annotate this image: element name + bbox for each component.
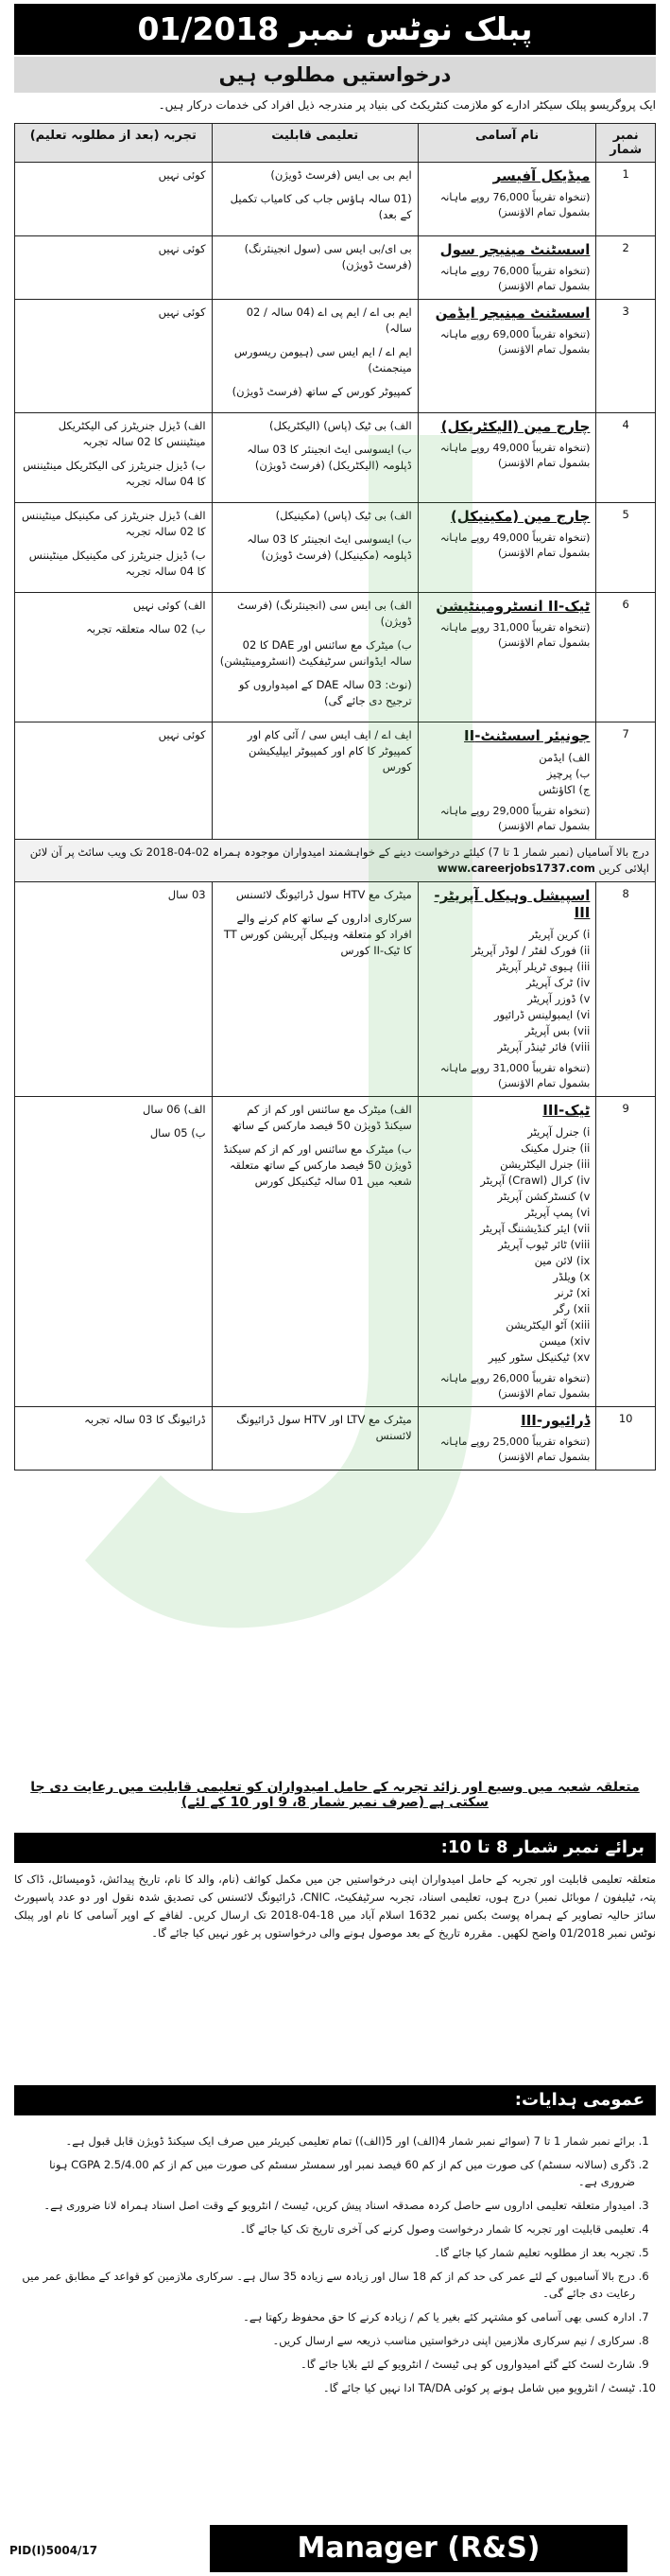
post-sub-item: xi) ٹرنر bbox=[555, 1286, 591, 1299]
table-row bbox=[15, 503, 656, 593]
post-sub-item: iv) ٹرک آپریٹر bbox=[525, 976, 591, 989]
post-pay: (تنخواہ تقریباً 29,000 روپے ماہانہ بشمول تمام الاؤنسز) bbox=[439, 805, 591, 832]
section-8-10-text: متعلقہ تعلیمی قابلیت اور تجربہ کے حامل امیدواران اپنی درخواستیں جن میں مکمل کوائف (نام، والد کا نام، تاریخ پیدائش، ڈومیسائل، ڈاک کا پتہ، ٹیلیفون / موبائل نمبر) درج ہوں، تعلیمی اسناد، تجربہ سرٹیفکیٹ، CNIC، ڈرائیونگ لائسنس کی تصدیق شدہ نقول اور دو عدد پاسپورٹ سائز حالیہ تصاویر کے ہمراہ پوسٹ بکس نمبر 1632 اسلام آباد میں 18-04-2018 تک ارسال کریں۔ لفافے کے اوپر آسامی کا نام اور پبلک نوٹس نمبر 01/2018 واضح لکھیں۔ مقررہ تاریخ کے بعد موصول ہونے والی درخواستوں پر غور نہیں کیا جائے گا۔ bbox=[14, 1872, 656, 1940]
experience-line: الف) ڈیزل جنریٹرز کی مکینیکل مینٹیننس کا 02 سالہ تجربہ bbox=[22, 509, 206, 538]
experience-line: کوئی نہیں bbox=[158, 168, 206, 182]
manager-signature-banner: Manager (R&S) bbox=[210, 2525, 627, 2572]
post-pay: (تنخواہ تقریباً 49,000 روپے ماہانہ بشمول تمام الاؤنسز) bbox=[439, 531, 591, 559]
experience-line: کوئی نہیں bbox=[158, 728, 206, 741]
post-pay: (تنخواہ تقریباً 26,000 روپے ماہانہ بشمول تمام الاؤنسز) bbox=[439, 1372, 591, 1400]
post-pay: (تنخواہ تقریباً 69,000 روپے ماہانہ بشمول تمام الاؤنسز) bbox=[439, 328, 591, 356]
post-pay: (تنخواہ تقریباً 76,000 روپے ماہانہ بشمول تمام الاؤنسز) bbox=[439, 191, 591, 218]
row-qualification bbox=[212, 236, 418, 300]
post-sub-item: i) جنرل آپریٹر bbox=[527, 1125, 591, 1139]
post-sub-list bbox=[424, 927, 591, 1055]
instruction-item: 8. سرکاری / نیم سرکاری ملازمین اپنی درخواستیں مناسب ذریعہ سے ارسال کریں۔ bbox=[14, 2332, 635, 2349]
table-row bbox=[15, 882, 656, 1097]
experience-line: الف) کوئی نہیں bbox=[132, 599, 206, 612]
qualification-line: ب) ایسوسی ایٹ انجینئر کا 03 سالہ ڈپلومہ (الیکٹریکل) (فرسٹ ڈویژن) bbox=[247, 443, 412, 472]
row-serial: 1 bbox=[596, 163, 656, 236]
instruction-item: 2. ڈگری (سالانہ سسٹم) کی صورت میں کم از کم 60 فیصد نمبر اور سمسٹر سسٹم کی صورت میں کم از کم CGPA 2.5/4.00 ہونا ضروری ہے۔ bbox=[14, 2156, 635, 2190]
qualification-line: ایم بی بی ایس (فرسٹ ڈویژن) bbox=[270, 168, 412, 182]
row-serial: 4 bbox=[596, 413, 656, 503]
qualification-line: الف) میٹرک مع سائنس اور کم از کم سیکنڈ ڈویژن 50 فیصد مارکس کے ساتھ bbox=[232, 1103, 412, 1132]
post-title: چارج مین (مکینیکل) bbox=[450, 508, 591, 525]
table-row bbox=[15, 413, 656, 503]
post-sub-item: x) ویلڈر bbox=[553, 1270, 591, 1283]
row-experience bbox=[15, 163, 213, 236]
qualification-line: میٹرک مع HTV سول ڈرائیونگ لائسنس bbox=[235, 888, 412, 901]
qualification-line: ب) میٹرک مع سائنس اور کم از کم سیکنڈ ڈویژن 50 فیصد مارکس کے ساتھ متعلقہ شعبہ میں 01 سالہ ٹیکنیکل کورس bbox=[223, 1142, 412, 1188]
online-apply-note bbox=[15, 840, 656, 882]
row-post bbox=[418, 300, 596, 413]
post-sub-item: ب) پرچیز bbox=[546, 767, 591, 780]
jobs-table bbox=[14, 123, 656, 1471]
post-sub-item: i) کرین آپریٹر bbox=[528, 928, 591, 941]
post-title: اسسٹنٹ مینیجر ایڈمن bbox=[435, 305, 591, 322]
experience-line: 03 سال bbox=[167, 888, 206, 901]
experience-line: کوئی نہیں bbox=[158, 305, 206, 319]
post-sub-list bbox=[424, 1124, 591, 1366]
header-qualification: تعلیمی قابلیت bbox=[212, 124, 418, 163]
row-experience bbox=[15, 413, 213, 503]
pid-number: PID(I)5004/17 bbox=[9, 2544, 98, 2557]
qualification-line: ایم اے / ایم ایس سی (ہیومن ریسورس مینجمنٹ) bbox=[233, 345, 412, 374]
post-sub-item: iii) ہیوی ٹریلر آپریٹر bbox=[496, 960, 591, 973]
qualification-line: (نوٹ: 03 سالہ DAE کے امیدواروں کو ترجیح دی جائے گی) bbox=[238, 678, 412, 707]
table-row bbox=[15, 163, 656, 236]
row-post bbox=[418, 593, 596, 722]
post-pay: (تنخواہ تقریباً 25,000 روپے ماہانہ بشمول تمام الاؤنسز) bbox=[439, 1436, 591, 1463]
post-pay: (تنخواہ تقریباً 31,000 روپے ماہانہ بشمول تمام الاؤنسز) bbox=[439, 621, 591, 649]
post-sub-item: v) کنسٹرکشن آپریٹر bbox=[497, 1190, 591, 1203]
notice-subtitle: درخواستیں مطلوب ہیں bbox=[14, 57, 656, 93]
row-post bbox=[418, 882, 596, 1097]
experience-line: الف) 06 سال bbox=[143, 1103, 206, 1116]
qualification-line: بی ای/بی ایس سی (سول انجینئرنگ) (فرسٹ ڈویژن) bbox=[244, 242, 412, 271]
notice-title-banner: پبلک نوٹس نمبر 01/2018 bbox=[14, 4, 656, 55]
instruction-item: 10. ٹیسٹ / انٹرویو میں شامل ہونے پر کوئی TA/DA ادا نہیں کیا جائے گا۔ bbox=[14, 2379, 635, 2396]
section-8-10-heading: برائے نمبر شمار 8 تا 10: bbox=[14, 1833, 656, 1863]
qualification-line: (01 سالہ ہاؤس جاب کی کامیاب تکمیل کے بعد) bbox=[230, 192, 412, 221]
instruction-item: 1. برائے نمبر شمار 1 تا 7 (سوائے نمبر شمار 4(الف) اور 5(الف)) تمام تعلیمی کیریئر میں صرف ایک سیکنڈ ڈویژن قابل قبول ہے۔ bbox=[14, 2132, 635, 2150]
row-post bbox=[418, 503, 596, 593]
instruction-item: 3. امیدوار متعلقہ تعلیمی اداروں سے حاصل کردہ مصدقہ اسناد پیش کریں، ٹیسٹ / انٹرویو کے وقت اصل اسناد ہمراہ لانا ضروری ہے۔ bbox=[14, 2197, 635, 2214]
footer bbox=[0, 2523, 670, 2576]
row-post bbox=[418, 1407, 596, 1471]
post-pay: (تنخواہ تقریباً 49,000 روپے ماہانہ بشمول تمام الاؤنسز) bbox=[439, 442, 591, 469]
post-sub-item: viii) فائر ٹینڈر آپریٹر bbox=[497, 1040, 591, 1053]
post-title: ٹیک-II انسٹرومینٹیشن bbox=[436, 598, 591, 615]
qualification-line: الف) بی ٹیک (پاس) (الیکٹریکل) bbox=[269, 419, 412, 432]
row-qualification bbox=[212, 1407, 418, 1471]
header-experience: تجربہ (بعد از مطلوبہ تعلیم) bbox=[15, 124, 213, 163]
qualification-line: ایم بی اے / ایم پی اے (04 سالہ / 02 سالہ) bbox=[246, 305, 412, 335]
post-title: چارج مین (الیکٹریکل) bbox=[440, 418, 591, 435]
row-post bbox=[418, 413, 596, 503]
post-sub-item: ii) فورک لفٹر / لوڈر آپریٹر bbox=[472, 944, 591, 957]
row-serial: 9 bbox=[596, 1097, 656, 1407]
post-sub-item: ii) جنرل مکینک bbox=[521, 1141, 591, 1155]
row-serial: 2 bbox=[596, 236, 656, 300]
qualification-line: الف) بی ٹیک (پاس) (مکینیکل) bbox=[275, 509, 412, 522]
experience-line: الف) ڈیزل جنریٹرز کی الیکٹریکل مینٹیننس کا 02 سالہ تجربہ bbox=[58, 419, 206, 448]
post-title: اسسٹنٹ مینیجر سول bbox=[439, 241, 591, 258]
post-pay: (تنخواہ تقریباً 76,000 روپے ماہانہ بشمول تمام الاؤنسز) bbox=[439, 265, 591, 292]
relaxation-note: متعلقہ شعبہ میں وسیع اور زائد تجربہ کے حامل امیدواران کو تعلیمی قابلیت میں رعایت دی جا سکتی ہے (صرف نمبر شمار 8، 9 اور 10 کے لئے) bbox=[30, 1780, 640, 1810]
row-post bbox=[418, 236, 596, 300]
post-sub-item: xv) ٹیکنیکل سٹور کیپر bbox=[488, 1350, 591, 1364]
post-sub-item: iv) کرال (Crawl) آپریٹر bbox=[480, 1174, 591, 1187]
row-qualification bbox=[212, 300, 418, 413]
instruction-item: 5. تجربہ بعد از مطلوبہ تعلیم شمار کیا جائے گا۔ bbox=[14, 2244, 635, 2261]
table-row bbox=[15, 722, 656, 840]
table-header-row bbox=[15, 124, 656, 163]
instruction-item: 9. شارٹ لسٹ کئے گئے امیدواروں کو ہی ٹیسٹ / انٹرویو کے لئے بلایا جائے گا۔ bbox=[14, 2356, 635, 2373]
post-sub-item: v) ڈوزر آپریٹر bbox=[527, 992, 591, 1005]
row-experience bbox=[15, 593, 213, 722]
row-post bbox=[418, 163, 596, 236]
qualification-line: الف) بی ایس سی (انجینئرنگ) (فرسٹ ڈویژن) bbox=[237, 599, 412, 628]
online-apply-text: درج بالا آسامیاں (نمبر شمار 1 تا 7) کیلئے درخواست دینے کے خواہشمند امیدواران موجودہ ہمراہ 02-04-2018 تک ویب سائٹ پر آن لائن اپلائی کریں bbox=[29, 845, 649, 875]
post-sub-item: ج) اکاؤنٹس bbox=[538, 783, 591, 796]
table-row bbox=[15, 300, 656, 413]
row-experience bbox=[15, 300, 213, 413]
row-serial: 3 bbox=[596, 300, 656, 413]
qualification-line: کمپیوٹر کورس کے ساتھ (فرسٹ ڈویژن) bbox=[232, 385, 412, 398]
post-title: ڈرائیور-III bbox=[521, 1412, 591, 1429]
post-pay: (تنخواہ تقریباً 31,000 روپے ماہانہ بشمول تمام الاؤنسز) bbox=[439, 1062, 591, 1089]
post-sub-item: vi) ایمبولینس ڈرائیور bbox=[493, 1008, 591, 1021]
instruction-item: 6. درج بالا آسامیوں کے لئے عمر کی حد کم از کم 18 سال اور زیادہ سے زیادہ 35 سال ہے۔ سرکاری ملازمین کو قواعد کے مطابق عمر میں رعایت دی جائے گی۔ bbox=[14, 2268, 635, 2302]
post-title: جونیئر اسسٹنٹ-II bbox=[464, 727, 591, 744]
experience-line: کوئی نہیں bbox=[158, 242, 206, 255]
row-experience bbox=[15, 1097, 213, 1407]
qualification-line: ایف اے / ایف ایس سی / آئی کام اور کمپیوٹر کا کام اور کمپیوٹر ایپلیکیشن کورس bbox=[247, 728, 412, 774]
post-sub-item: viii) ٹائر ٹیوب آپریٹر bbox=[498, 1238, 591, 1251]
row-serial: 8 bbox=[596, 882, 656, 1097]
table-row bbox=[15, 236, 656, 300]
post-sub-item: xiii) آٹو الیکٹریشن bbox=[506, 1318, 591, 1332]
post-sub-item: vi) پمپ آپریٹر bbox=[524, 1206, 591, 1219]
post-sub-item: vii) ایئر کنڈیشننگ آپریٹر bbox=[480, 1222, 591, 1235]
post-sub-item: الف) ایڈمن bbox=[539, 751, 591, 764]
post-sub-item: xiv) میسن bbox=[539, 1334, 591, 1348]
row-serial: 7 bbox=[596, 722, 656, 840]
post-sub-item: iii) جنرل الیکٹریشن bbox=[500, 1157, 591, 1171]
row-post bbox=[418, 1097, 596, 1407]
experience-line: ب) ڈیزل جنریٹرز کی الیکٹریکل مینٹیننس کا 04 سالہ تجربہ bbox=[23, 459, 206, 488]
table-row bbox=[15, 1097, 656, 1407]
general-instructions-heading: عمومی ہدایات: bbox=[14, 2085, 656, 2115]
experience-line: ب) 02 سالہ متعلقہ تجربہ bbox=[86, 622, 206, 635]
post-title: ٹیک-III bbox=[542, 1102, 591, 1119]
header-post: نام آسامی bbox=[418, 124, 596, 163]
row-qualification bbox=[212, 503, 418, 593]
row-experience bbox=[15, 882, 213, 1097]
table-row bbox=[15, 593, 656, 722]
post-title: اسپیشل وہیکل آپریٹر-III bbox=[434, 887, 591, 921]
row-serial: 5 bbox=[596, 503, 656, 593]
row-qualification bbox=[212, 722, 418, 840]
row-experience bbox=[15, 236, 213, 300]
row-serial: 10 bbox=[596, 1407, 656, 1471]
experience-line: ڈرائیونگ کا 03 سالہ تجربہ bbox=[84, 1413, 206, 1426]
post-sub-item: xii) رگر bbox=[553, 1302, 591, 1315]
experience-line: ب) 05 سال bbox=[149, 1126, 206, 1140]
row-qualification bbox=[212, 413, 418, 503]
experience-line: ب) ڈیزل جنریٹرز کی مکینیکل مینٹیننس کا 04 سالہ تجربہ bbox=[28, 548, 206, 578]
online-apply-row bbox=[15, 840, 656, 882]
row-experience bbox=[15, 503, 213, 593]
intro-text: ایک پروگریسو پبلک سیکٹر ادارے کو ملازمت کنٹریکٹ کی بنیاد پر مندرجہ ذیل افراد کی خدمات درکار ہیں۔ bbox=[158, 98, 656, 112]
row-qualification bbox=[212, 163, 418, 236]
qualification-line: ب) میٹرک مع سائنس اور DAE کا 02 سالہ ایڈوانس سرٹیفکیٹ (انسٹرومینٹیشن) bbox=[219, 638, 412, 668]
table-row bbox=[15, 1407, 656, 1471]
post-sub-item: ix) لائن مین bbox=[534, 1254, 591, 1267]
general-instructions-list bbox=[14, 2132, 656, 2403]
instruction-item: 4. تعلیمی قابلیت اور تجربہ کا شمار درخواست وصول کرنے کی آخری تاریخ تک کیا جائے گا۔ bbox=[14, 2220, 635, 2237]
row-qualification bbox=[212, 1097, 418, 1407]
header-serial: نمبر شمار bbox=[596, 124, 656, 163]
row-experience bbox=[15, 722, 213, 840]
post-title: میڈیکل آفیسر bbox=[492, 167, 591, 184]
row-post bbox=[418, 722, 596, 840]
website-link[interactable]: www.careerjobs1737.com bbox=[437, 862, 595, 875]
post-sub-item: vii) بس آپریٹر bbox=[524, 1024, 591, 1037]
qualification-line: میٹرک مع LTV اور HTV سول ڈرائیونگ لائسنس bbox=[236, 1413, 412, 1442]
row-qualification bbox=[212, 593, 418, 722]
qualification-line: ب) ایسوسی ایٹ انجینئر کا 03 سالہ ڈپلومہ (مکینیکل) (فرسٹ ڈویژن) bbox=[247, 532, 412, 562]
instruction-item: 7. ادارہ کسی بھی آسامی کو مشتہر کئے بغیر یا کم / زیادہ کرنے کا حق محفوظ رکھتا ہے۔ bbox=[14, 2308, 635, 2325]
row-qualification bbox=[212, 882, 418, 1097]
row-serial: 6 bbox=[596, 593, 656, 722]
jobs-table-body bbox=[15, 163, 656, 1471]
row-experience bbox=[15, 1407, 213, 1471]
post-sub-list bbox=[424, 750, 591, 798]
qualification-line: سرکاری اداروں کے ساتھ کام کرنے والے افراد کو متعلقہ وہیکل آپریشن کورس TT کا ٹیک-II کورس bbox=[223, 912, 412, 957]
